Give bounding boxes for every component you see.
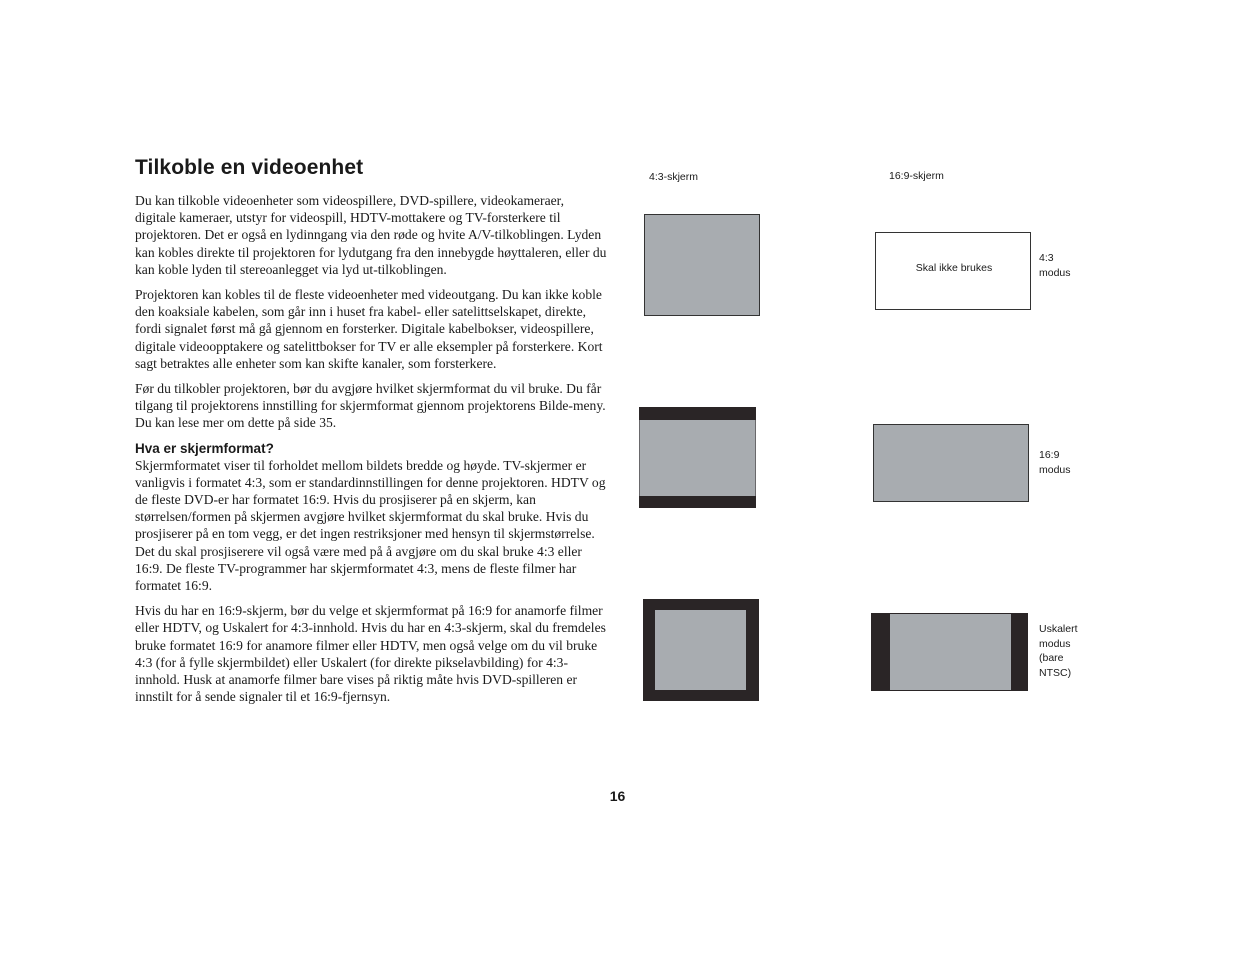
paragraph-before-connecting: Før du tilkobler projektoren, bør du avgjøre hvilket skjermformat du vil bruke. Du får tilgang til projektorens innstilling for skjermformat gjennom projektorens Bilde-meny. Du kan lese mer om dette på side 35. xyxy=(135,381,606,431)
mode-label-line: modus xyxy=(1039,463,1071,476)
col-label-43-screen: 4:3-skjerm xyxy=(649,171,699,183)
paragraph-aspect-ratio: Skjermformatet viser til forholdet mellom bildets bredde og høyde. TV-skjermer er vanligvis i formatet 4:3, som er standardinnstillingen for denne projektoren. HDTV og de fleste DVD-er har formatet 16:9. Hvis du prosjiserer på en skjerm, kan størrelsen/formen på skjermen avgjøre hvilket skjermformat du skal bruke. Hvis du prosjiserer på en tom vegg, er det ingen restriksjoner med hensyn til skjermstørrelse. Det du skal prosjiserere vil også være med på å avgjøre om du skal bruke 4:3 eller 16:9. De fleste TV-programmer har skjermformatet 4:3, mens de fleste filmer har formatet 16:9. xyxy=(135,457,606,594)
col-label-169-screen: 16:9-skjerm xyxy=(889,170,944,182)
mode-label-line: 16:9 xyxy=(1039,449,1060,461)
mode-label-line: modus xyxy=(1039,266,1071,279)
mode-label-line: 4:3 xyxy=(1039,252,1054,264)
paragraph-intro: Du kan tilkoble videoenheter som videospillere, DVD-spillere, videokameraer, digitale kameraer, utstyr for videospill, HDTV-mottakere og TV-forsterkere til projektoren. Det er også en lydinngang via den røde og hvite A/V-tilkoblingen. Lyden kan kobles direkte til projektoren for lydutgang fra den innebygde høyttaleren, eller du kan koble lyden til stereoanlegget via lyd ut-tilkoblingen. xyxy=(135,193,607,277)
screen-43-mode-169-image xyxy=(640,420,756,496)
mode-label-169 xyxy=(1039,448,1071,477)
screen-169-mode-169 xyxy=(874,425,1029,502)
paragraph-recommendation: Hvis du har en 16:9-skjerm, bør du velge et skjermformat på 16:9 for anamorfe filmer eller HDTV, og Uskalert for 4:3-innhold. Hvis du har en 4:3-skjerm, skal du fremdeles bruke formatet 16:9 for anamore filmer eller HDTV, men også velge om du vil bruke 4:3 (for å fylle skjermbildet) eller Uskalert (for direkte pikselavbilding) for 4:3-innhold. Husk at anamorfe filmer bare vises på riktig måte hvis DVD-spilleren er innstilt for å sende signaler til et 16:9-fjernsyn. xyxy=(135,603,606,705)
screen-43-unscaled-image xyxy=(655,610,746,690)
mode-label-line: (bare xyxy=(1039,652,1064,664)
mode-label-line: modus xyxy=(1039,637,1071,650)
paragraph-connections: Projektoren kan kobles til de fleste videoenheter med videoutgang. Du kan ikke koble den koaksiale kabelen, som går inn i huset fra kabel- eller satelittselskapet, direkte, fordi signalet først må gå gjennom en forsterker. Digitale kabelbokser, videospillere, digitale videoopptakere og satelittbokser for TV er alle eksempler på forsterkere. Kort sagt betraktes alle enheter som kan skifte kanaler, som forsterkere. xyxy=(135,287,603,371)
mode-label-line: NTSC) xyxy=(1039,666,1072,679)
not-used-label: Skal ikke brukes xyxy=(915,262,993,274)
subheading-aspect-ratio: Hva er skjermformat? xyxy=(135,440,274,456)
mode-label-unscaled xyxy=(1039,622,1078,680)
screen-169-unscaled-image xyxy=(890,614,1011,690)
mode-label-43 xyxy=(1039,251,1071,280)
screen-43-mode-43 xyxy=(645,215,760,316)
page-number: 16 xyxy=(609,788,626,804)
page-title: Tilkoble en videoenhet xyxy=(135,156,364,179)
mode-label-line: Uskalert xyxy=(1039,623,1078,635)
